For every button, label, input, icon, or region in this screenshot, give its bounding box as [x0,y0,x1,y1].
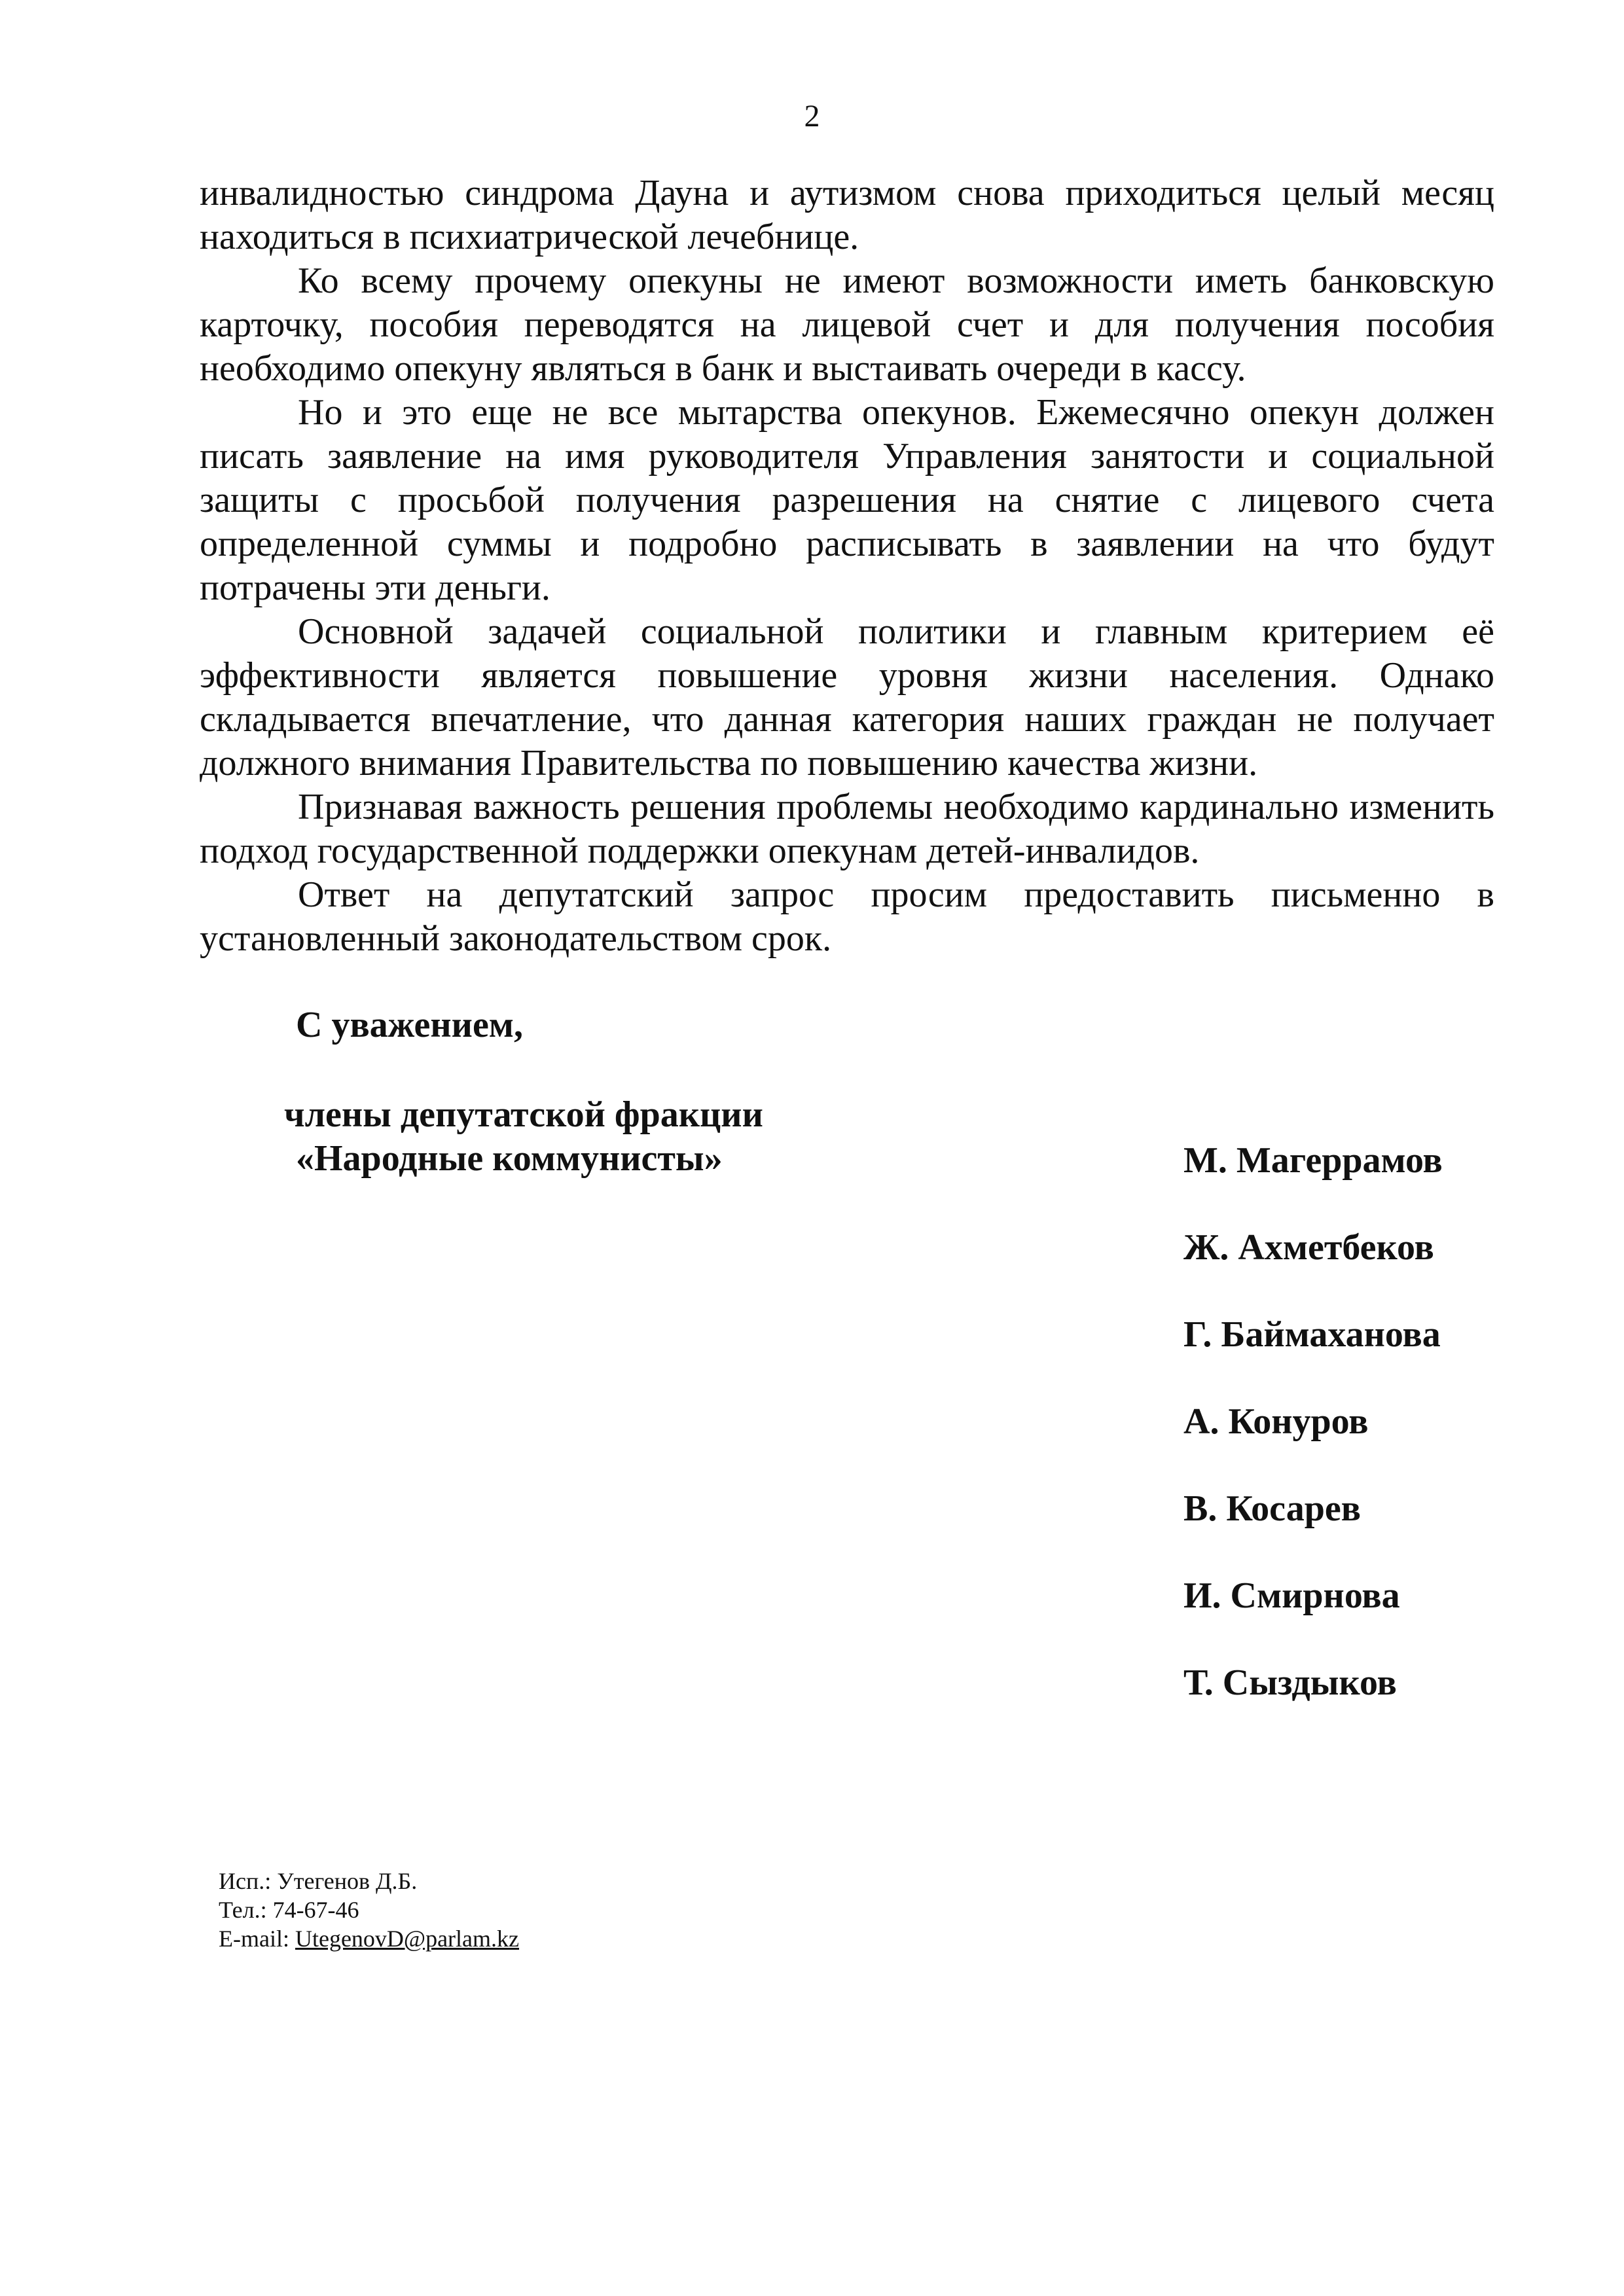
executor-contacts [219,1867,519,1953]
signatory-name: А. Конуров [1183,1401,1369,1442]
executor-phone: Тел.: 74-67-46 [219,1897,359,1923]
email-label: E-mail: [219,1926,295,1952]
executor-name: Исп.: Утегенов Д.Б. [219,1868,418,1894]
signatories-list [1183,1139,1443,1748]
paragraph-monthly-application: Но и это еще не все мытарства опекунов. Ежемесячно опекун должен писать заявление на имя руководителя Управления занятости и социальной защиты с просьбой получения разрешения на снятие с лицевого счета определенной суммы и подробно расписывать в заявлении на что будут потрачены эти деньги. [200,392,1494,608]
signatory-name: Г. Баймаханова [1183,1314,1441,1355]
signatory-name: И. Смирнова [1183,1575,1400,1616]
executor-email-line [219,1924,519,1953]
page-number: 2 [804,99,820,134]
signatory-name: В. Косарев [1183,1488,1361,1529]
paragraph-social-policy: Основной задачей социальной политики и главным критерием её эффективности является повышение уровня жизни населения. Однако складывается впечатление, что данная категория наших граждан не получает должного внимания Правительства по повышению качества жизни. [200,611,1494,783]
paragraph-continuation: инвалидностью синдрома Дауна и аутизмом снова приходиться целый месяц находиться в психиатрической лечебнице. [200,173,1494,257]
signatory-name: Т. Сыздыков [1183,1662,1397,1703]
paragraph-state-support: Признавая важность решения проблемы необходимо кардинально изменить подход государственной поддержки опекунам детей-инвалидов. [200,787,1494,871]
paragraph-bank-card: Ко всему прочему опекуны не имеют возможности иметь банковскую карточку, пособия переводятся на лицевой счет и для получения пособия необходимо опекуну являться в банк и выстаивать очереди в кассу. [200,260,1494,389]
faction-members-label: члены депутатской фракции [284,1094,763,1135]
closing-salutation: С уважением, [296,1005,523,1045]
letter-body [200,171,1494,961]
faction-name: «Народные коммунисты» [296,1138,723,1179]
email-link[interactable]: UtegenovD@parlam.kz [295,1926,520,1952]
paragraph-response-request: Ответ на депутатский запрос просим предоставить письменно в установленный законодательством срок. [200,874,1494,959]
signatory-name: М. Магеррамов [1183,1140,1443,1181]
signatory-name: Ж. Ахметбеков [1183,1227,1434,1268]
faction-block [284,1093,763,1181]
